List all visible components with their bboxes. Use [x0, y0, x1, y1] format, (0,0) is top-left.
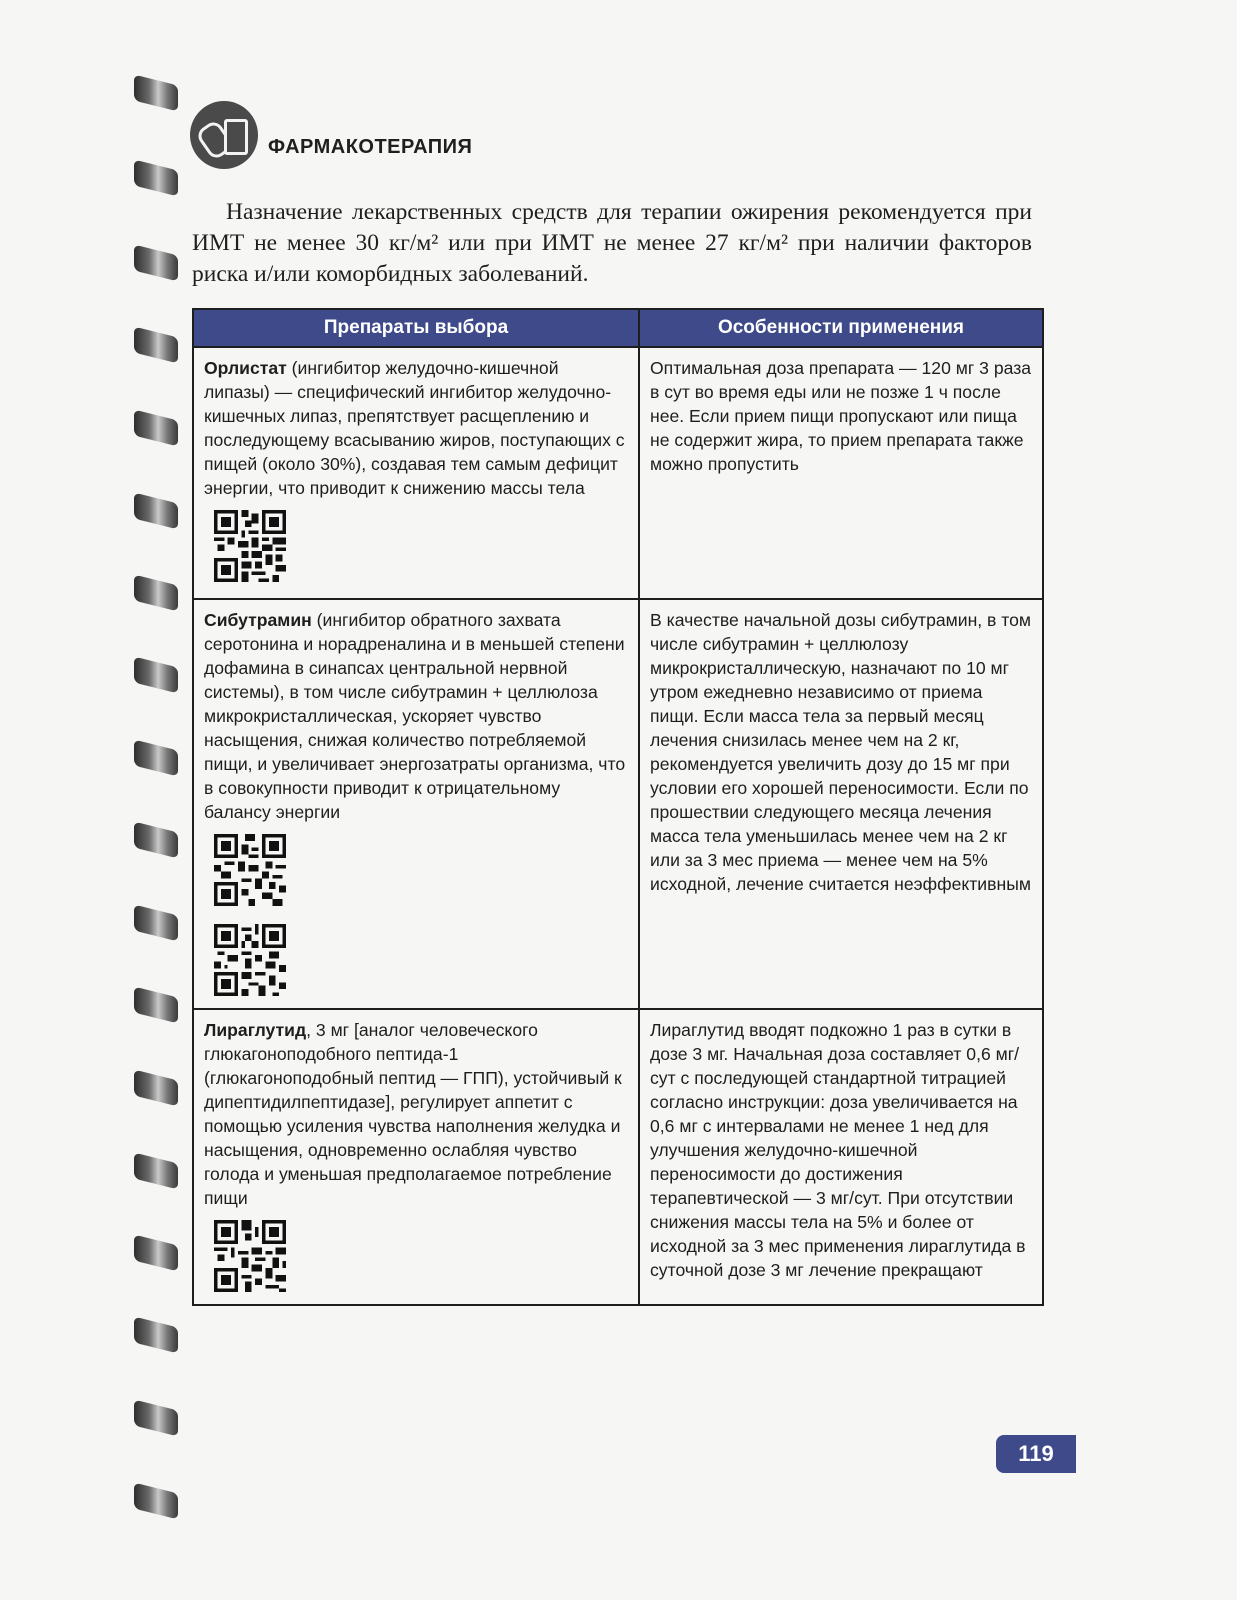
section-title: ФАРМАКОТЕРАПИЯ	[268, 135, 473, 158]
column-header-drugs: Препараты выбора	[193, 309, 639, 347]
drug-description: (ингибитор желудочно-кишечной липазы) — специфический ингибитор желудочно-кишечных липаз, препятствует расщеплению и последующему всасыванию жиров, поступающих с пищей (около 30%), создавая тем самым дефицит энергии, что приводит к снижению массы тела	[204, 358, 625, 498]
drug-name: Сибутрамин	[204, 610, 312, 630]
table-row	[193, 1009, 1043, 1305]
qr-code-icon[interactable]	[214, 834, 286, 906]
drugs-table	[192, 308, 1044, 1306]
pills-and-bottle-icon	[190, 101, 258, 169]
usage-cell: Оптимальная доза препарата — 120 мг 3 раза в сут во время еды или не позже 1 ч после нее. Если прием пищи пропускают или пища не содержит жира, то прием препарата также можно пропустить	[639, 347, 1043, 599]
qr-code-icon[interactable]	[214, 924, 286, 996]
column-header-usage: Особенности применения	[639, 309, 1043, 347]
section-header	[190, 100, 690, 170]
table-row	[193, 599, 1043, 1009]
drug-cell	[193, 347, 639, 599]
usage-cell: В качестве начальной дозы сибутрамин, в том числе сибутрамин + целлюлозу микрокристаллическую, назначают по 10 мг утром ежедневно независимо от приема пищи. Если масса тела за первый месяц лечения снизилась менее чем на 2 кг, рекомендуется увеличить дозу до 15 мг при условии его хорошей переносимости. Если по прошествии следующего месяца лечения масса тела уменьшилась менее чем на 2 кг или за 3 мес приема — менее чем на 5% исходной, лечение считается неэффективным	[639, 599, 1043, 1009]
drug-cell	[193, 599, 639, 1009]
intro-paragraph: Назначение лекарственных средств для терапии ожирения рекомендуется при ИМТ не менее 30 кг/м² или при ИМТ не менее 27 кг/м² при наличии факторов риска и/или коморбидных заболеваний.	[192, 199, 1032, 287]
drug-description: , 3 мг [аналог человеческого глюкагоноподобного пептида-1 (глюкагоноподобный пептид — ГПП), устойчивый к дипептидилпептидазе], регулирует аппетит с помощью усиления чувства наполнения желудка и насыщения, одновременно ослабляя чувство голода и уменьшая предполагаемое потребление пищи	[204, 1020, 622, 1208]
drug-name: Лираглутид	[204, 1020, 307, 1040]
spiral-binding	[128, 70, 188, 1530]
qr-code-icon[interactable]	[214, 510, 286, 582]
qr-code-icon[interactable]	[214, 1220, 286, 1292]
drug-description: (ингибитор обратного захвата серотонина и норадреналина и в меньшей степени дофамина в синапсах центральной нервной системы), в том числе сибутрамин + целлюлоза микрокристаллическая, ускоряет чувство насыщения, снижая количество потребляемой пищи, и увеличивает энергозатраты организма, что в совокупности приводит к отрицательному балансу энергии	[204, 610, 626, 822]
drug-name: Орлистат	[204, 358, 287, 378]
table-header-row	[193, 309, 1043, 347]
table-row	[193, 347, 1043, 599]
page-number: 119	[996, 1435, 1076, 1473]
drug-cell	[193, 1009, 639, 1305]
usage-cell: Лираглутид вводят подкожно 1 раз в сутки в дозе 3 мг. Начальная доза составляет 0,6 мг/сут с последующей стандартной титрацией согласно инструкции: доза увеличивается на 0,6 мг с интервалами не менее 1 нед для улучшения желудочно-кишечной переносимости до достижения терапевтической — 3 мг/сут. При отсутствии снижения массы тела на 5% и более от исходной за 3 мес применения лираглутида в суточной дозе 3 мг лечение прекращают	[639, 1009, 1043, 1305]
